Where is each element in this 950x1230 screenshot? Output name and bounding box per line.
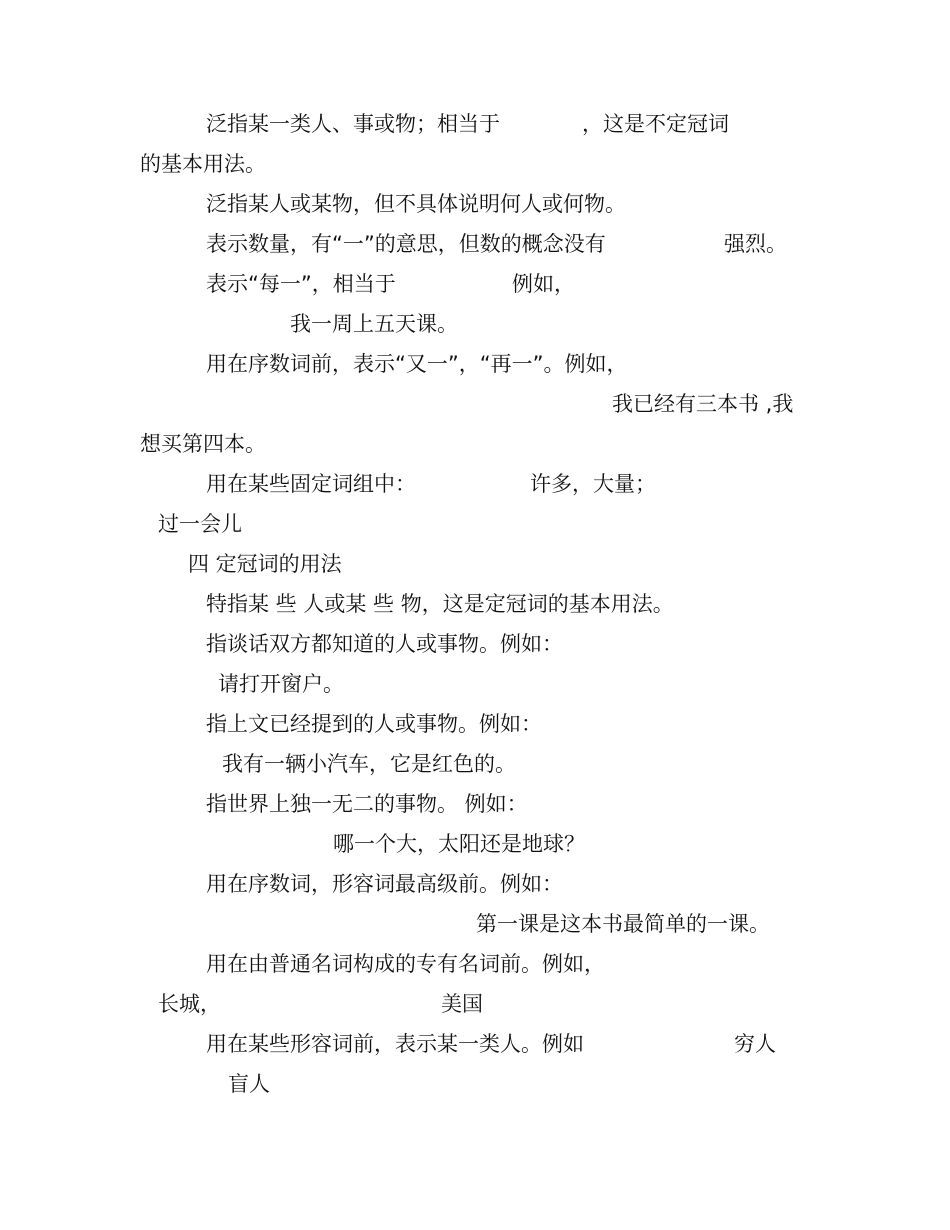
text-line: 特指某 些 人或某 些 物，这是定冠词的基本用法。 — [206, 592, 674, 616]
text-line: 我一周上五天课。 — [290, 312, 458, 336]
text-line: 用在由普通名词构成的专有名词前。例如， — [206, 952, 605, 976]
text-line: 例如， — [512, 272, 575, 296]
text-line: 表示“每一”，相当于 — [206, 272, 396, 296]
text-line: 许多，大量； — [530, 472, 656, 496]
text-line: 用在序数词前，表示“又一”，“再一”。例如， — [206, 352, 628, 376]
text-line: 我有一辆小汽车，它是红色的。 — [222, 752, 516, 776]
text-line: 的基本用法。 — [140, 152, 266, 176]
text-line: 指世界上独一无二的事物。 例如： — [206, 792, 528, 816]
text-line: ，这是不定冠词 — [582, 112, 729, 136]
text-line: 过一会儿 — [158, 512, 242, 536]
text-line: 请打开窗户。 — [218, 672, 344, 696]
text-line: 穷人 — [734, 1032, 776, 1056]
text-line: 盲人 — [228, 1072, 270, 1096]
text-line: 泛指某一类人、事或物；相当于 — [206, 112, 500, 136]
text-line: 指上文已经提到的人或事物。例如： — [206, 712, 542, 736]
text-line: 指谈话双方都知道的人或事物。例如： — [206, 632, 563, 656]
text-line: 想买第四本。 — [140, 432, 266, 456]
text-line: 美国 — [441, 992, 483, 1016]
text-line: 长城， — [158, 992, 221, 1016]
text-line: 表示数量，有“一”的意思，但数的概念没有 — [206, 232, 606, 256]
text-line: 第一课是这本书最简单的一课。 — [476, 912, 770, 936]
text-line: 哪一个大，太阳还是地球？ — [333, 832, 585, 856]
text-line: 我已经有三本书 ,我 — [612, 392, 794, 416]
text-line: 用在某些固定词组中： — [206, 472, 416, 496]
section-heading: 四 定冠词的用法 — [188, 552, 342, 576]
text-line: 强烈。 — [724, 232, 787, 256]
text-line: 泛指某人或某物，但不具体说明何人或何物。 — [206, 192, 626, 216]
text-line: 用在某些形容词前，表示某一类人。例如 — [206, 1032, 584, 1056]
text-line: 用在序数词，形容词最高级前。例如： — [206, 872, 563, 896]
